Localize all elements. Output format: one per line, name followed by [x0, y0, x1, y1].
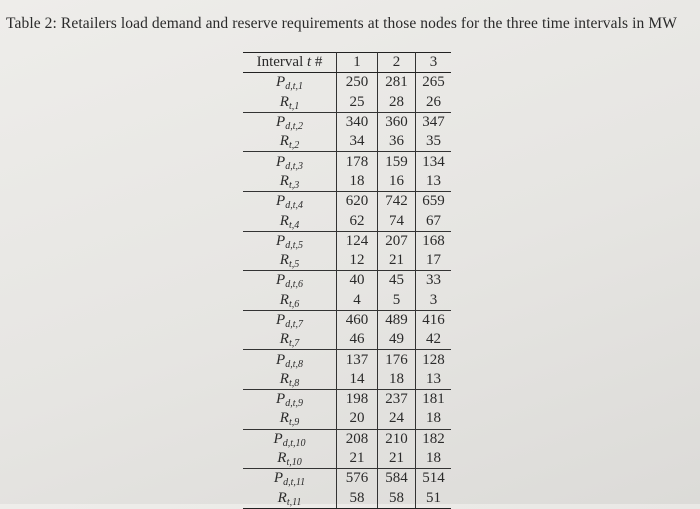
- cell-interval-2: 210: [378, 429, 416, 449]
- cell-interval-2: 18: [378, 370, 416, 390]
- row-symbol: $P_{d,t,6}$: [243, 271, 337, 291]
- cell-interval-3: 35: [426, 133, 441, 150]
- table-row: [243, 192, 451, 212]
- cell-interval-1: 25: [337, 93, 378, 113]
- cell-interval-1: 178: [337, 152, 378, 172]
- cell-interval-1: 40: [337, 271, 378, 291]
- row-symbol: $P_{d,t,1}$: [243, 73, 337, 93]
- cell-interval-3: 33: [416, 271, 452, 291]
- table-row: [243, 390, 451, 410]
- cell-interval-1: 58: [337, 489, 378, 509]
- cell-interval-2: 49: [378, 330, 416, 350]
- cell-interval-1: 250: [337, 73, 378, 93]
- table-row: [243, 291, 451, 311]
- table-row: [243, 449, 451, 469]
- cell-interval-2: 360: [378, 112, 416, 132]
- row-symbol: $P_{d,t,8}$: [243, 350, 337, 370]
- cell-interval-2: 21: [378, 449, 416, 469]
- row-symbol: $R_{t,6}$: [243, 291, 337, 311]
- cell-interval-3: 168: [416, 231, 452, 251]
- cell-interval-1: 46: [337, 330, 378, 350]
- row-symbol: $R_{t,1}$: [243, 93, 337, 113]
- cell-interval-3: 347: [416, 112, 452, 132]
- cell-interval-2: 58: [378, 489, 416, 509]
- cell-interval-3: 26: [426, 93, 441, 110]
- table-row: [243, 429, 451, 449]
- cell-interval-2: 24: [378, 409, 416, 429]
- cell-interval-3: 17: [426, 252, 441, 269]
- row-symbol: $R_{t,3}$: [243, 172, 337, 192]
- load-demand-table: [243, 52, 451, 509]
- row-symbol: $R_{t,8}$: [243, 370, 337, 390]
- table-row: [243, 73, 451, 93]
- row-symbol: $P_{d,t,3}$: [243, 152, 337, 172]
- table-row: [243, 132, 451, 152]
- header-interval-label: Interval t #: [243, 53, 337, 73]
- cell-interval-3: 181: [416, 390, 452, 410]
- table-row: [243, 251, 451, 271]
- header-col-3: 3: [416, 53, 452, 73]
- row-symbol: $P_{d,t,10}$: [243, 429, 337, 449]
- row-symbol: $P_{d,t,7}$: [243, 310, 337, 330]
- cell-interval-2: 159: [378, 152, 416, 172]
- row-symbol: $R_{t,10}$: [243, 449, 337, 469]
- table-header-row: [243, 53, 451, 73]
- row-symbol: $P_{d,t,11}$: [243, 469, 337, 489]
- table-row: [243, 310, 451, 330]
- row-symbol: $P_{d,t,4}$: [243, 192, 337, 212]
- cell-interval-1: 460: [337, 310, 378, 330]
- table-row: [243, 112, 451, 132]
- row-symbol: $R_{t,4}$: [243, 211, 337, 231]
- cell-interval-1: 124: [337, 231, 378, 251]
- table-row: [243, 350, 451, 370]
- cell-interval-3: 134: [416, 152, 452, 172]
- cell-interval-2: 28: [378, 93, 416, 113]
- cell-interval-2: 584: [378, 469, 416, 489]
- cell-interval-3: 128: [416, 350, 452, 370]
- cell-interval-2: 237: [378, 390, 416, 410]
- row-symbol: $P_{d,t,2}$: [243, 112, 337, 132]
- cell-interval-1: 12: [337, 251, 378, 271]
- cell-interval-1: 21: [337, 449, 378, 469]
- cell-interval-2: 281: [378, 73, 416, 93]
- cell-interval-3: 659: [416, 192, 452, 212]
- cell-interval-2: 74: [378, 211, 416, 231]
- cell-interval-3: 67: [426, 212, 441, 229]
- table-row: [243, 271, 451, 291]
- row-symbol: $R_{t,2}$: [243, 132, 337, 152]
- table-row: [243, 172, 451, 192]
- cell-interval-1: 208: [337, 429, 378, 449]
- cell-interval-2: 207: [378, 231, 416, 251]
- row-symbol: $R_{t,9}$: [243, 409, 337, 429]
- cell-interval-3: 18: [426, 410, 441, 427]
- cell-interval-3: 3: [429, 291, 438, 308]
- row-symbol: $P_{d,t,5}$: [243, 231, 337, 251]
- cell-interval-1: 576: [337, 469, 378, 489]
- table-row: [243, 93, 451, 113]
- cell-interval-3: 18: [426, 450, 441, 467]
- cell-interval-1: 4: [337, 291, 378, 311]
- cell-interval-3: 514: [416, 469, 452, 489]
- cell-interval-2: 16: [378, 172, 416, 192]
- cell-interval-1: 198: [337, 390, 378, 410]
- header-col-2: 2: [378, 53, 416, 73]
- table-row: [243, 152, 451, 172]
- cell-interval-1: 137: [337, 350, 378, 370]
- cell-interval-2: 742: [378, 192, 416, 212]
- cell-interval-3: 416: [416, 310, 452, 330]
- table-row: [243, 231, 451, 251]
- cell-interval-2: 45: [378, 271, 416, 291]
- cell-interval-3: 51: [416, 489, 452, 509]
- row-symbol: $R_{t,7}$: [243, 330, 337, 350]
- cell-interval-3: 265: [416, 73, 452, 93]
- cell-interval-3: 182: [416, 429, 452, 449]
- table-caption: Table 2: Retailers load demand and reserve requirements at those nodes for the three time intervals in MW: [6, 15, 677, 32]
- row-symbol: $P_{d,t,9}$: [243, 390, 337, 410]
- table-row: [243, 330, 451, 350]
- cell-interval-1: 340: [337, 112, 378, 132]
- table-row: [243, 489, 451, 509]
- cell-interval-1: 14: [337, 370, 378, 390]
- header-col-1: 1: [337, 53, 378, 73]
- table-row: [243, 370, 451, 390]
- cell-interval-1: 20: [337, 409, 378, 429]
- cell-interval-2: 5: [378, 291, 416, 311]
- table-row: [243, 469, 451, 489]
- cell-interval-2: 489: [378, 310, 416, 330]
- cell-interval-1: 62: [337, 211, 378, 231]
- cell-interval-1: 18: [337, 172, 378, 192]
- row-symbol: $R_{t,11}$: [243, 489, 337, 509]
- cell-interval-3: 42: [426, 331, 441, 348]
- cell-interval-2: 36: [378, 132, 416, 152]
- cell-interval-3: 13: [426, 172, 441, 189]
- cell-interval-1: 620: [337, 192, 378, 212]
- table-row: [243, 409, 451, 429]
- table-row: [243, 211, 451, 231]
- cell-interval-1: 34: [337, 132, 378, 152]
- cell-interval-3: 13: [426, 370, 441, 387]
- cell-interval-2: 21: [378, 251, 416, 271]
- cell-interval-2: 176: [378, 350, 416, 370]
- row-symbol: $R_{t,5}$: [243, 251, 337, 271]
